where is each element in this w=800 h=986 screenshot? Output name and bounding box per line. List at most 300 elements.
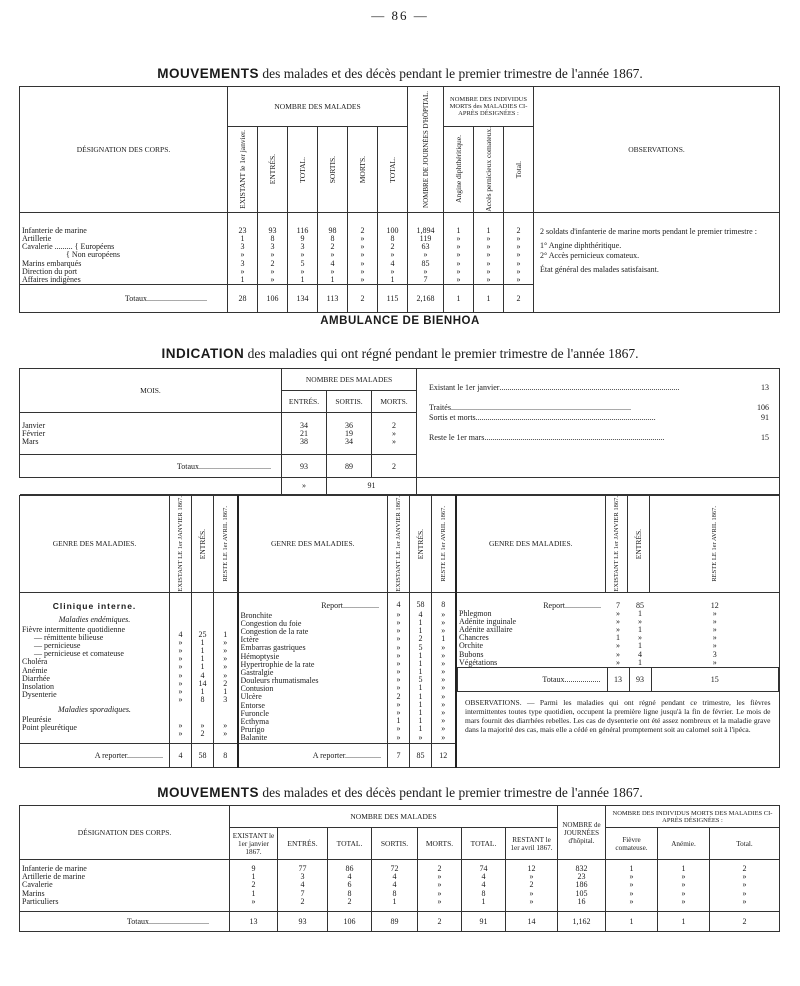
cell: 72 xyxy=(390,865,399,874)
disease-label: Pleurésie xyxy=(22,716,52,725)
cell: 7 xyxy=(616,600,620,610)
obs-line: 2 soldats d'infanterie de marine morts pendant le premier trimestre : xyxy=(540,226,757,236)
cell: 2 xyxy=(742,865,747,874)
t4-header-nombre: NOMBRE DES MALADES xyxy=(230,806,558,828)
cell: » xyxy=(300,267,305,276)
disease-label: Adénite axillaire xyxy=(459,625,513,634)
t4-totaux-label: Totaux.............................. xyxy=(20,912,230,932)
report-label: Report xyxy=(321,600,343,610)
cell: » xyxy=(441,717,446,726)
t1-row-label: Affaires indigènes xyxy=(22,275,81,284)
cell: » xyxy=(616,658,620,667)
t4-total: 2 xyxy=(710,912,780,932)
cell: » xyxy=(712,625,717,634)
t3-header-reste: RESTE LE 1er AVRIL 1867. xyxy=(711,505,718,582)
cell: » xyxy=(616,642,620,651)
table1-title xyxy=(20,66,780,82)
t4-total: 14 xyxy=(506,912,558,932)
cell: 119 xyxy=(419,234,432,243)
t1-header-designation: DÉSIGNATION DES CORPS. xyxy=(20,87,228,213)
t1-header-sortis: SORTIS. xyxy=(328,155,337,184)
cell: » xyxy=(178,671,183,680)
cell: » xyxy=(456,234,461,243)
cell: 1 xyxy=(390,275,395,284)
t1-totaux-label: Totaux.............................. xyxy=(20,285,228,313)
cell: » xyxy=(360,259,365,268)
cell: » xyxy=(516,267,521,276)
t1-header-journees: NOMBRE DE JOURNÉES D'HÔPITAL. xyxy=(421,90,430,208)
t1-header-total2: TOTAL. xyxy=(388,156,397,183)
t4-header-total2: TOTAL. xyxy=(462,828,506,860)
cell: » xyxy=(486,267,491,276)
cell: » xyxy=(396,627,401,636)
t1-total: 113 xyxy=(318,285,348,313)
disease-label: Dysenterie xyxy=(22,691,57,700)
cell: 4 xyxy=(418,610,423,619)
t1-header-acces: Accès pernicieux comateux. xyxy=(484,127,493,212)
cell: » xyxy=(223,663,228,672)
cell: » xyxy=(423,251,428,260)
cell: » xyxy=(396,733,401,742)
t3-header-entres: ENTRÉS. xyxy=(634,528,643,559)
cell: » xyxy=(390,267,395,276)
cell: 1 xyxy=(223,687,228,696)
cell: 1 xyxy=(418,700,423,709)
cell: » xyxy=(529,897,534,906)
cell: » xyxy=(223,655,228,664)
cell: » xyxy=(456,251,461,260)
t4-total: 2 xyxy=(418,912,462,932)
cell: » xyxy=(437,897,442,906)
reste-value: 15 xyxy=(761,433,769,442)
month: Mars xyxy=(22,438,39,447)
t4-labels xyxy=(22,865,227,906)
cell: » xyxy=(486,259,491,268)
cell: » xyxy=(178,722,183,731)
disease-label: Ulcère xyxy=(240,693,262,702)
cell: » xyxy=(616,617,620,626)
reste-label: Reste le 1er mars xyxy=(429,433,485,442)
t2-header-mois: MOIS. xyxy=(20,369,282,413)
t1-header-individus: NOMBRE DES INDIVIDUS MORTS des MALADIES CI-APRÈS DÉSIGNÉES : xyxy=(444,87,534,127)
t3-header-reste: RESTE LE 1er AVRIL 1867. xyxy=(221,505,229,582)
cell: » xyxy=(712,642,717,651)
t1-row-label: Direction du port xyxy=(22,267,78,276)
cell: » xyxy=(681,873,686,882)
t3-header-genre: GENRE DES MALADIES. xyxy=(20,496,170,593)
cell: 4 xyxy=(178,630,183,639)
cell: » xyxy=(390,251,395,260)
cell: 4 xyxy=(300,881,305,890)
t3-header-reste: RESTE LE 1er AVRIL 1867. xyxy=(439,505,447,582)
t4-header-fievre: Fièvre comateuse. xyxy=(606,828,658,860)
cell: 23 xyxy=(238,226,247,235)
table2-title xyxy=(20,346,780,362)
table1-title-rest: des malades et des décès pendant le premier trimestre de l'année 1867. xyxy=(262,66,643,81)
cell: 2 xyxy=(200,730,205,739)
month: Février xyxy=(22,429,46,438)
cell: » xyxy=(178,696,183,705)
t1-labels xyxy=(22,227,225,284)
cell: 21 xyxy=(300,429,308,438)
cell: » xyxy=(629,873,634,882)
cell: 14 xyxy=(198,679,207,688)
t2-header-sortis: SORTIS. xyxy=(327,391,372,413)
cell: 1 xyxy=(418,725,423,734)
cell: 4 xyxy=(481,881,486,890)
cell: 4 xyxy=(330,259,335,268)
cell: 1 xyxy=(681,865,686,874)
cell: » xyxy=(456,267,461,276)
t1-col xyxy=(506,227,531,284)
cell: 38 xyxy=(300,438,308,447)
cell: » xyxy=(441,692,446,701)
t4-header-morts: MORTS. xyxy=(418,828,462,860)
t1-header-entres: ENTRÉS. xyxy=(268,154,277,185)
t1-col xyxy=(320,227,345,284)
cell: 9 xyxy=(300,234,305,243)
cell: » xyxy=(441,733,446,742)
cell: 4 xyxy=(170,743,192,767)
cell: 12 xyxy=(432,743,456,767)
table4-title-bold: MOUVEMENTS xyxy=(157,785,260,800)
t1-header-existant: EXISTANT le 1er janvier. xyxy=(238,129,247,209)
t1-col xyxy=(476,227,501,284)
disease-label: Fièvre intermittente quotidienne xyxy=(22,625,126,634)
cell: » xyxy=(178,655,183,664)
cell: 100 xyxy=(386,226,399,235)
cell: » xyxy=(178,730,183,739)
t3-header-existant: EXISTANT LE 1er JANVIER 1867. xyxy=(395,496,402,592)
t4-total: 1 xyxy=(658,912,710,932)
cell: 34 xyxy=(345,438,353,447)
t1-total: 1 xyxy=(474,285,504,313)
cell: » xyxy=(712,617,717,626)
disease-label: Furoncle xyxy=(240,709,269,718)
cell: 1 xyxy=(418,684,423,693)
cell: 74 xyxy=(479,865,488,874)
totaux-label: Totaux xyxy=(542,674,565,684)
disease-label: Chancres xyxy=(459,634,489,643)
cell: 1 xyxy=(240,275,245,284)
cell: » xyxy=(516,243,521,252)
reporter-label: A reporter xyxy=(94,750,127,760)
disease-label: Anémie xyxy=(22,666,48,675)
cell: » xyxy=(423,267,428,276)
table1-title-bold: MOUVEMENTS xyxy=(157,66,260,81)
cell: 1 xyxy=(200,638,205,647)
cell: » xyxy=(456,259,461,268)
table2-indication xyxy=(19,368,780,495)
t4-total: 91 xyxy=(462,912,506,932)
t3-header-genre: GENRE DES MALADIES. xyxy=(238,496,388,593)
cell: » xyxy=(742,873,747,882)
cell: 3 xyxy=(240,243,245,252)
cell: 2 xyxy=(390,243,395,252)
t1-col xyxy=(410,227,441,284)
cell: 1 xyxy=(638,625,642,634)
cell: » xyxy=(360,251,365,260)
month: Janvier xyxy=(22,421,46,430)
cell: 19 xyxy=(345,429,353,438)
disease-label: Entorse xyxy=(240,701,265,710)
cell: » xyxy=(396,700,401,709)
t4-total: 89 xyxy=(372,912,418,932)
cell: » xyxy=(178,638,183,647)
cell: 2 xyxy=(392,421,396,430)
cell: » xyxy=(441,700,446,709)
cell: » xyxy=(178,687,183,696)
cell: » xyxy=(360,234,365,243)
cell: 1 xyxy=(200,687,205,696)
cell: » xyxy=(441,643,446,652)
cell: » xyxy=(396,676,401,685)
disease-label: Balanite xyxy=(240,734,268,743)
disease-label: Hémoptysie xyxy=(240,652,280,661)
cell: 8 xyxy=(214,743,238,767)
t4-total: 13 xyxy=(230,912,278,932)
table4-title-rest: des malades et des décès pendant le premier trimestre de l'année 1867. xyxy=(262,785,643,800)
disease-label: — pernicieuse xyxy=(34,641,81,650)
t1-col xyxy=(260,227,285,284)
t4-row-label: Cavalerie xyxy=(22,881,53,890)
cell: 1 xyxy=(418,668,423,677)
t4-header-entres: ENTRÉS. xyxy=(278,828,328,860)
cell: 4 xyxy=(390,259,395,268)
cell: 5 xyxy=(418,676,423,685)
cell: » xyxy=(441,610,446,619)
t2-header-entres: ENTRÉS. xyxy=(282,391,327,413)
t1-col xyxy=(230,227,255,284)
t1-header-total: TOTAL. xyxy=(298,156,307,183)
t4-row-label: Artillerie de marine xyxy=(22,873,86,882)
table4-mouvements xyxy=(19,805,780,932)
cell: » xyxy=(486,251,491,260)
cell: 1 xyxy=(251,889,256,898)
cell: » xyxy=(396,659,401,668)
cell: 1 xyxy=(418,651,423,660)
cell: » xyxy=(396,668,401,677)
t2-sum-mid: 91 xyxy=(327,477,417,494)
cell: 8 xyxy=(390,234,395,243)
t3-header-entres: ENTRÉS. xyxy=(198,528,207,559)
cell: » xyxy=(441,676,446,685)
cell: » xyxy=(360,275,365,284)
cell: 85 xyxy=(421,259,430,268)
cell: 34 xyxy=(300,421,308,430)
disease-label: Embarras gastriques xyxy=(240,644,306,653)
t4-header-restant: RESTANT le 1er avril 1867. xyxy=(506,828,558,860)
cell: 4 xyxy=(396,600,401,609)
disease-label: Orchite xyxy=(459,642,483,651)
cell: » xyxy=(441,651,446,660)
cell: » xyxy=(712,609,717,618)
cell: » xyxy=(270,267,275,276)
t3-header-genre: GENRE DES MALADIES. xyxy=(456,496,606,593)
cell: 63 xyxy=(421,243,430,252)
cell: » xyxy=(178,663,183,672)
cell: 8 xyxy=(270,234,275,243)
t4-row-label: Particuliers xyxy=(22,897,59,906)
obs-line: 2° Accès pernicieux comateux. xyxy=(540,250,640,260)
cell: » xyxy=(681,889,686,898)
obs-line: 1° Angine diphthéritique. xyxy=(540,240,622,250)
t1-total: 115 xyxy=(378,285,408,313)
cell: » xyxy=(396,651,401,660)
cell: » xyxy=(330,267,335,276)
cell: 8 xyxy=(392,889,397,898)
t3-header-entres: ENTRÉS. xyxy=(416,528,425,559)
cell: 2 xyxy=(418,635,423,644)
cell: » xyxy=(392,429,396,438)
t1-total: 134 xyxy=(288,285,318,313)
t1-col xyxy=(350,227,375,284)
cell: 1 xyxy=(392,897,397,906)
t2-header-morts: MORTS. xyxy=(372,391,417,413)
cell: » xyxy=(178,646,183,655)
cell: » xyxy=(616,650,620,659)
t1-row-label: Cavalerie ......... { Européens xyxy=(22,243,115,252)
cell: » xyxy=(441,684,446,693)
cell: 1 xyxy=(638,658,642,667)
t4-header-journees: NOMBRE de JOURNÉES d'hôpital. xyxy=(558,806,606,860)
cell: 7 xyxy=(423,275,428,284)
t1-header-morts: MORTS. xyxy=(358,155,367,184)
cell: » xyxy=(629,897,634,906)
t1-header-angine: Angine diphthéritique. xyxy=(454,135,463,204)
t4-row-label: Marins xyxy=(22,889,45,898)
cell: 832 xyxy=(575,865,588,874)
t1-total: 106 xyxy=(258,285,288,313)
totaux-label: Totaux xyxy=(176,461,199,471)
t4-total: 1 xyxy=(606,912,658,932)
traites-value: 106 xyxy=(757,403,769,412)
existant-value: 13 xyxy=(761,383,769,392)
t3-observations: OBSERVATIONS. — Parmi les maladies qui ont régné pendant ce trimestre, les fièvres intermittentes toutes type quotidien, occupent la première ligne jusqu'à la fin de février. Le mois de mars fournit des diarrhées rebelles. Les cas de dysenterie ont été assez nombreux et la maladie grave dans la majorité des cas, mais elle a cédé en général promptement soit au calomel soit à l'ipéca. xyxy=(465,697,771,734)
clinique-heading: Clinique interne. xyxy=(52,600,137,611)
cell: 1 xyxy=(200,655,205,664)
sporadic-heading: Maladies sporadiques. xyxy=(58,705,131,715)
cell: 3 xyxy=(270,243,275,252)
disease-label: Ictère xyxy=(240,636,259,645)
t1-total: 2 xyxy=(348,285,378,313)
cell: 15 xyxy=(651,667,779,691)
cell: 2 xyxy=(360,226,365,235)
cell: 58 xyxy=(192,743,214,767)
cell: » xyxy=(516,259,521,268)
cell: » xyxy=(270,275,275,284)
cell: 8 xyxy=(481,889,486,898)
cell: 4 xyxy=(392,873,397,882)
cell: 105 xyxy=(575,889,588,898)
cell: » xyxy=(178,679,183,688)
cell: 93 xyxy=(629,667,651,691)
cell: 4 xyxy=(481,873,486,882)
cell: » xyxy=(240,251,245,260)
cell: » xyxy=(396,643,401,652)
cell: » xyxy=(456,275,461,284)
cell: 186 xyxy=(575,881,588,890)
cell: » xyxy=(396,635,401,644)
t3-header-existant: EXISTANT LE 1er JANVIER 1867. xyxy=(613,496,620,592)
t1-col xyxy=(446,227,471,284)
cell: » xyxy=(418,733,423,742)
cell: » xyxy=(638,634,642,643)
cell: 4 xyxy=(392,881,397,890)
t2-months xyxy=(22,422,279,447)
cell: » xyxy=(486,243,491,252)
cell: 1 xyxy=(396,717,401,726)
t3-header-existant: EXISTANT LE 1er JANVIER 1867. xyxy=(177,496,184,592)
cell: » xyxy=(616,625,620,634)
cell: 36 xyxy=(345,421,353,430)
t2-header-nombre: NOMBRE DES MALADES xyxy=(282,369,417,391)
reporter-label: A reporter xyxy=(312,750,345,760)
cell: » xyxy=(396,684,401,693)
cell: 23 xyxy=(577,873,586,882)
t1-observations xyxy=(534,212,780,312)
t2-total: 89 xyxy=(327,455,372,477)
disease-label: — rémittente bilieuse xyxy=(34,633,104,642)
t1-row-label: Artillerie xyxy=(22,234,52,243)
t1-header-nombre: NOMBRE DES MALADES xyxy=(228,87,408,127)
t2-summary: Existant le 1er janvier .......................................................................................... 13 Traités .......................................................................................... 106 Sortis et morts .......................................................................................... 91 Reste le 1er mars .......................................................................................... 15 xyxy=(417,369,780,478)
disease-label: Choléra xyxy=(22,658,48,667)
cell: » xyxy=(629,889,634,898)
cell: » xyxy=(486,275,491,284)
cell: 1 xyxy=(481,897,486,906)
table4-title xyxy=(20,785,780,801)
cell: 1,894 xyxy=(416,226,435,235)
cell: 2 xyxy=(347,897,352,906)
t1-total: 1 xyxy=(444,285,474,313)
t1-total: 28 xyxy=(228,285,258,313)
cell: 4 xyxy=(347,873,352,882)
cell: 25 xyxy=(198,630,207,639)
page-number: — 86 — xyxy=(371,8,429,23)
cell: 7 xyxy=(300,889,305,898)
cell: » xyxy=(681,881,686,890)
cell: » xyxy=(441,618,446,627)
cell: 1 xyxy=(300,275,305,284)
cell: 3 xyxy=(300,873,305,882)
t1-col xyxy=(380,227,405,284)
cell: 1 xyxy=(418,717,423,726)
totaux-label: Totaux xyxy=(124,294,147,304)
cell: » xyxy=(396,725,401,734)
disease-label: Prurigo xyxy=(240,726,265,735)
cell: » xyxy=(251,897,256,906)
cell: 5 xyxy=(418,643,423,652)
endemic-heading: Maladies endémiques. xyxy=(58,614,131,624)
t4-header-designation: DÉSIGNATION DES CORPS. xyxy=(20,806,230,860)
cell: » xyxy=(456,243,461,252)
report-label: Report xyxy=(543,600,565,610)
cell: » xyxy=(516,234,521,243)
cell: » xyxy=(223,638,228,647)
cell: » xyxy=(516,251,521,260)
cell: 3 xyxy=(240,259,245,268)
t1-header-observations: OBSERVATIONS. xyxy=(534,87,780,213)
cell: 16 xyxy=(577,897,586,906)
cell: 2 xyxy=(437,865,442,874)
cell: » xyxy=(441,627,446,636)
cell: » xyxy=(330,251,335,260)
t3-col1-labels xyxy=(20,592,170,743)
cell: 8 xyxy=(347,889,352,898)
cell: » xyxy=(223,671,228,680)
cell: 12 xyxy=(710,600,719,610)
